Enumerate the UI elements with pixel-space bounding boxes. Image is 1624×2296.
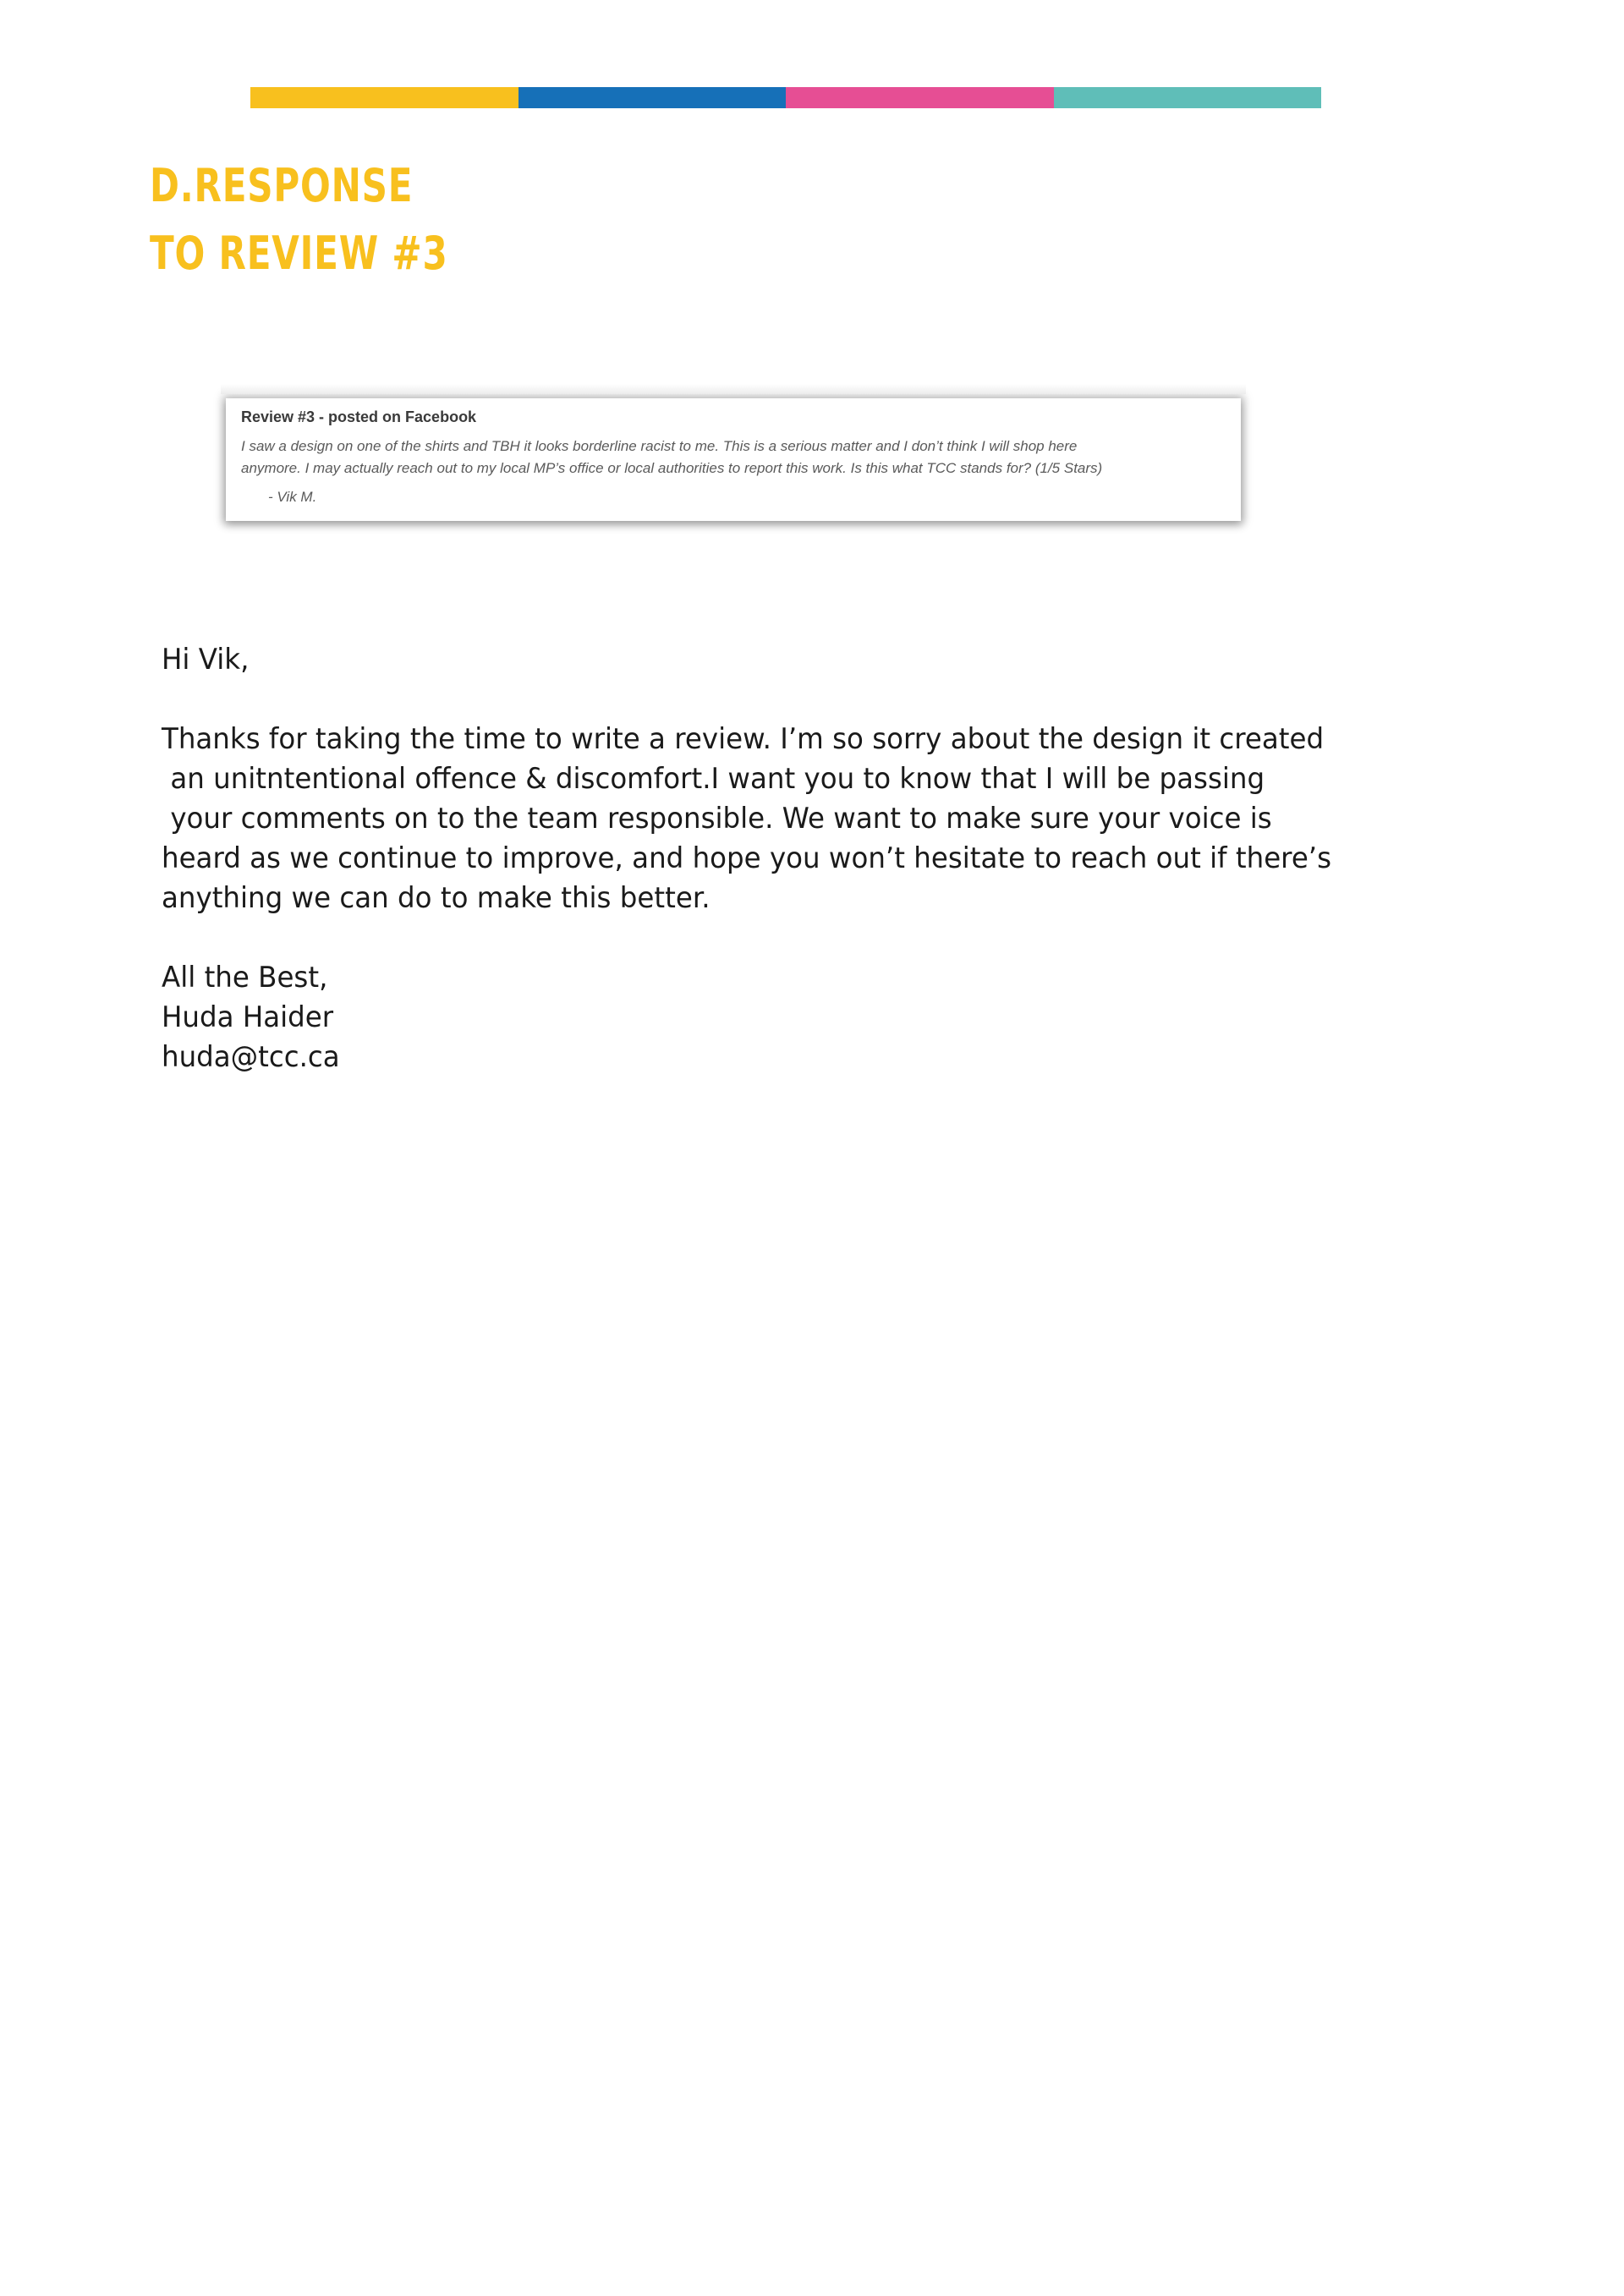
spacer xyxy=(162,680,1346,720)
letter-signature-email: huda@tcc.ca xyxy=(162,1040,340,1074)
letter-paragraph-line: anything we can do to make this better. xyxy=(162,881,710,915)
color-stripe-yellow xyxy=(250,87,518,108)
review-title: Review #3 - posted on Facebook xyxy=(241,408,477,425)
letter-greeting: Hi Vik, xyxy=(162,643,250,677)
heading-line-1: D.RESPONSE xyxy=(150,159,414,212)
color-stripe-blue xyxy=(518,87,787,108)
color-stripe-pink xyxy=(786,87,1054,108)
color-stripe xyxy=(250,87,1321,108)
response-letter xyxy=(162,640,1346,1077)
letter-signature-name: Huda Haider xyxy=(162,1000,334,1034)
review-screenshot-card xyxy=(226,398,1241,521)
review-body xyxy=(241,436,1226,479)
review-body-line: I saw a design on one of the shirts and TBH it looks borderline racist to me. This is a serious matter and I don’t think I will shop here xyxy=(241,438,1078,454)
letter-signoff: All the Best, xyxy=(162,961,328,995)
letter-paragraph-line: Thanks for taking the time to write a review. I’m so sorry about the design it created xyxy=(162,722,1325,756)
letter-paragraph-line: your comments on to the team responsible. We want to make sure your voice is xyxy=(162,802,1272,836)
letter-paragraph-line: heard as we continue to improve, and hope you won’t hesitate to reach out if there’s xyxy=(162,841,1332,875)
heading-line-2: TO REVIEW #3 xyxy=(150,227,448,280)
letter-paragraph-line: an unitntentional offence & discomfort.I want you to know that I will be passing xyxy=(162,762,1265,796)
review-author: - Vik M. xyxy=(268,489,317,505)
spacer xyxy=(162,918,1346,958)
page-heading xyxy=(150,152,448,288)
review-body-line: anymore. I may actually reach out to my local MP’s office or local authorities to report this work. Is this what TCC stands for? (1/5 Stars) xyxy=(241,460,1103,476)
color-stripe-teal xyxy=(1054,87,1322,108)
